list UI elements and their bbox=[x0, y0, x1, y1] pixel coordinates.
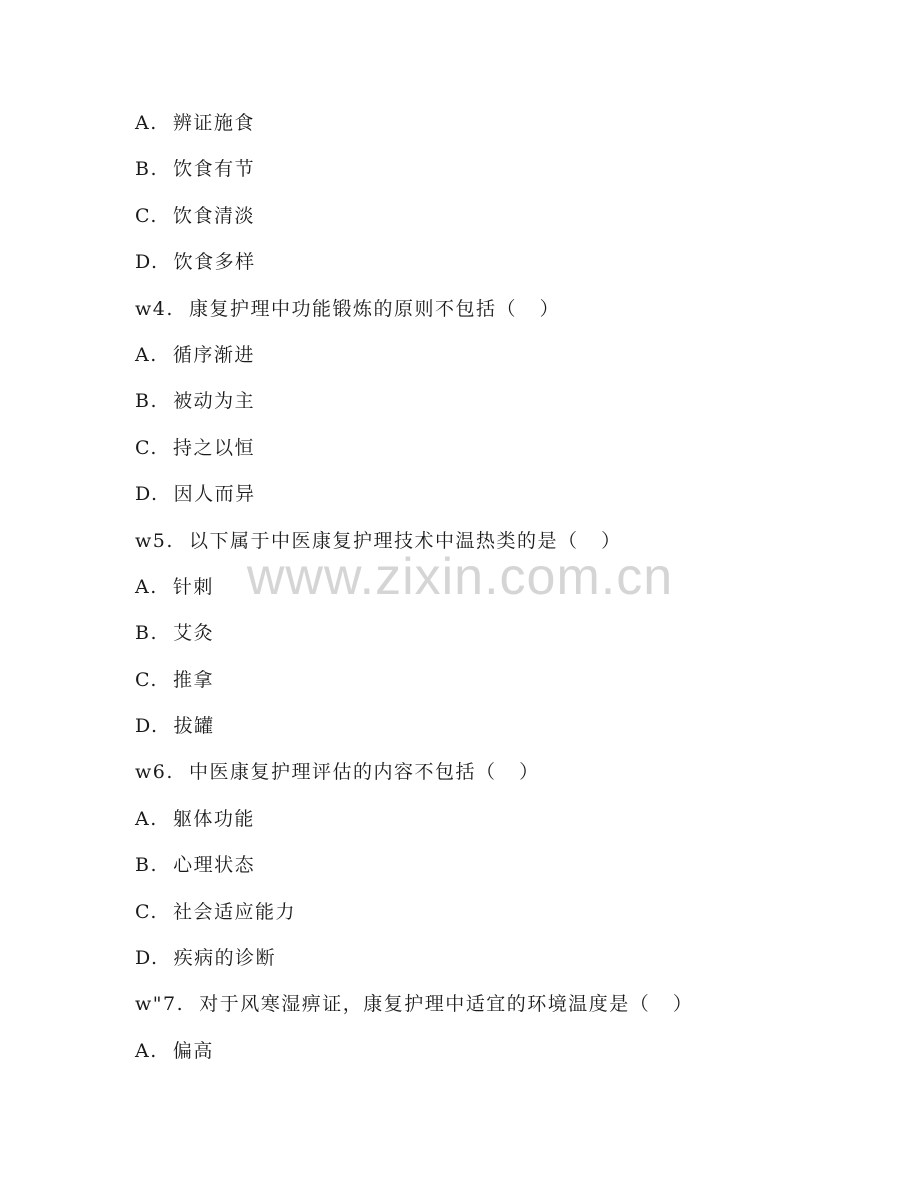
option-c-text: C. 持之以恒 bbox=[135, 436, 255, 459]
option-d-text: D. 疾病的诊断 bbox=[135, 947, 277, 970]
option-b-text: B. 艾灸 bbox=[135, 622, 215, 645]
document-body bbox=[135, 107, 835, 1081]
option-b-text: B. 被动为主 bbox=[135, 390, 256, 413]
question-7-text: w"7. 对于风寒湿痹证，康复护理中适宜的环境温度是（ ） bbox=[135, 993, 694, 1016]
option-b-text: B. 心理状态 bbox=[135, 854, 256, 877]
option-d-text: D. 因人而异 bbox=[135, 483, 256, 506]
option-d-text: D. 拔罐 bbox=[135, 715, 215, 738]
watermark: www.zixin.com.cn bbox=[246, 548, 674, 606]
option-a-text: A. 辨证施食 bbox=[135, 112, 255, 134]
option-c-text: C. 饮食清淡 bbox=[135, 204, 255, 227]
option-a-text: A. 躯体功能 bbox=[135, 807, 255, 830]
option-b-text: B. 饮食有节 bbox=[135, 158, 256, 181]
question-4-text: w4. 康复护理中功能锻炼的原则不包括（ ） bbox=[135, 297, 561, 320]
option-a-text: A. 循序渐进 bbox=[135, 343, 255, 366]
option-c-text: C. 推拿 bbox=[135, 668, 214, 691]
question-6-text: w6. 中医康复护理评估的内容不包括（ ） bbox=[135, 761, 540, 784]
option-a-text: A. 针刺 bbox=[135, 575, 214, 598]
option-a-text: A. 偏高 bbox=[135, 1039, 214, 1062]
question-5-text: w5. 以下属于中医康复护理技术中温热类的是（ ） bbox=[135, 529, 622, 552]
option-d-text: D. 饮食多样 bbox=[135, 251, 256, 274]
option-c-text: C. 社会适应能力 bbox=[135, 900, 296, 923]
